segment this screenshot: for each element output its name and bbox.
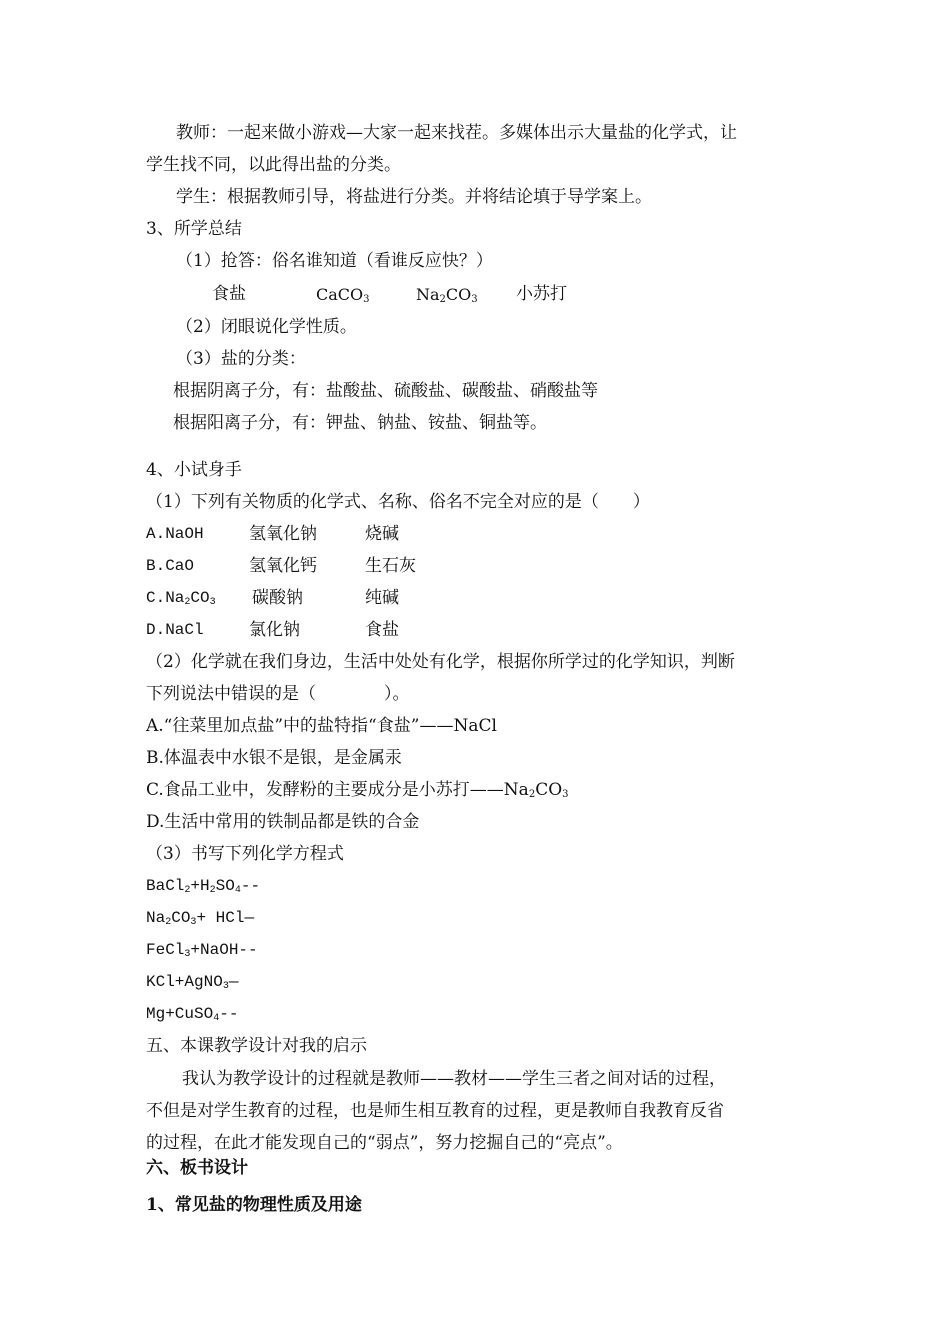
equation-5: Mg+CuSO$_4$-- bbox=[146, 1005, 239, 1024]
student-line: 学生：根据教师引导，将盐进行分类。并将结论填于导学案上。 bbox=[176, 187, 652, 207]
reflection-line-3: 的过程，在此才能发现自己的“弱点”，努力挖掘自己的“亮点”。 bbox=[146, 1133, 623, 1153]
exercise-3-question: （3）书写下列化学方程式 bbox=[146, 844, 344, 864]
reflection-line-1: 我认为教学设计的过程就是教师——教材——学生三者之间对话的过程， bbox=[182, 1069, 726, 1089]
option-c-name: 碳酸钠 bbox=[252, 588, 303, 608]
salt-classification-question: （3）盐的分类： bbox=[176, 349, 306, 369]
option-d-name: 氯化钠 bbox=[249, 620, 300, 640]
exercise-2-option-a: A.“往菜里加点盐”中的盐特指“食盐”——NaCl bbox=[146, 716, 497, 736]
option-a-name: 氢氧化钠 bbox=[249, 524, 317, 544]
option-d-formula: D.NaCl bbox=[146, 621, 204, 639]
option-b-formula: B.CaO bbox=[146, 557, 195, 575]
exercise-2-line-1: （2）化学就在我们身边，生活中处处有化学，根据你所学过的化学知识，判断 bbox=[146, 652, 735, 672]
option-a-formula: A.NaOH bbox=[146, 525, 204, 543]
equation-2: $Na_2CO_3+$ HCl— bbox=[146, 909, 255, 928]
teacher-line-1: 教师：一起来做小游戏—大家一起来找茬。多媒体出示大量盐的化学式，让 bbox=[176, 123, 737, 143]
item-baking-soda: 小苏打 bbox=[516, 284, 567, 304]
section-4-heading: 4、小试身手 bbox=[146, 460, 242, 480]
equation-3: FeCl$_3$+NaOH-- bbox=[146, 941, 258, 960]
anion-classification: 根据阴离子分，有：盐酸盐、硫酸盐、碳酸盐、硝酸盐等 bbox=[173, 381, 598, 401]
exercise-2-option-b: B.体温表中水银不是银，是金属汞 bbox=[146, 748, 402, 768]
exercise-2-option-c: C.食品工业中，发酵粉的主要成分是小苏打$——Na_2CO_3$ bbox=[146, 780, 569, 800]
option-c-common: 纯碱 bbox=[365, 588, 399, 608]
item-table-salt: 食盐 bbox=[212, 284, 246, 304]
option-b-name: 氢氧化钙 bbox=[249, 556, 317, 576]
cation-classification: 根据阳离子分，有：钾盐、钠盐、铵盐、铜盐等。 bbox=[173, 413, 547, 433]
item-na2co3: $Na_2CO_3$ bbox=[416, 285, 478, 305]
exercise-2-line-2: 下列说法中错误的是（ ）。 bbox=[146, 684, 410, 704]
quick-answer-question: （1）抢答：俗名谁知道（看谁反应快？） bbox=[176, 251, 493, 271]
section-5-heading: 五、本课教学设计对我的启示 bbox=[146, 1036, 367, 1056]
option-c-formula: $C.Na_2CO_3$ bbox=[146, 589, 216, 608]
teacher-line-2: 学生找不同，以此得出盐的分类。 bbox=[146, 155, 401, 175]
option-b-common: 生石灰 bbox=[365, 556, 416, 576]
exercise-2-option-d: D.生活中常用的铁制品都是铁的合金 bbox=[146, 812, 420, 832]
option-d-common: 食盐 bbox=[365, 620, 399, 640]
option-a-common: 烧碱 bbox=[365, 524, 399, 544]
equation-1: $BaCl_2+H_2SO_4--$ bbox=[146, 877, 261, 896]
section-6-heading: 六、板书设计 bbox=[146, 1158, 248, 1178]
chem-properties-question: （2）闭眼说化学性质。 bbox=[176, 317, 357, 337]
equation-4: KCl+AgNO$_3$— bbox=[146, 973, 239, 992]
reflection-line-2: 不但是对学生教育的过程，也是师生相互教育的过程，更是教师自我教育反省 bbox=[146, 1101, 724, 1121]
board-subheading-1: 1、常见盐的物理性质及用途 bbox=[146, 1195, 362, 1215]
item-caco3: CaCO$_3$ bbox=[316, 285, 370, 305]
section-3-heading: 3、所学总结 bbox=[146, 219, 242, 239]
exercise-1-question: （1）下列有关物质的化学式、名称、俗名不完全对应的是（ ） bbox=[146, 492, 650, 512]
